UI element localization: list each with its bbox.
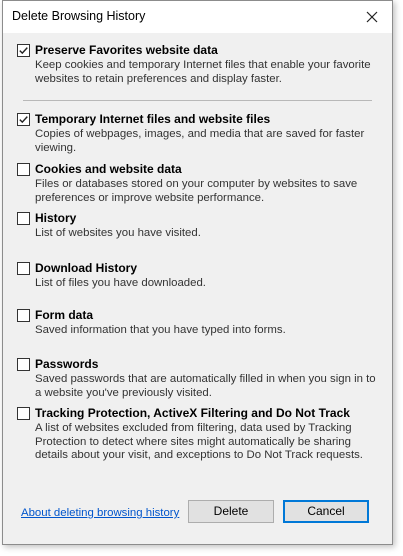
- close-button[interactable]: [360, 5, 384, 29]
- option-label[interactable]: Passwords: [35, 357, 99, 371]
- separator: [23, 100, 372, 101]
- cancel-button[interactable]: Cancel: [283, 500, 369, 523]
- option-label[interactable]: Cookies and website data: [35, 162, 182, 176]
- option-description: Keep cookies and temporary Internet files that enable your favorite websites to retain preferences and display faster.: [35, 59, 371, 85]
- checkmark-icon: [18, 114, 29, 125]
- checkbox-history[interactable]: [17, 212, 30, 225]
- checkbox-cookies[interactable]: [17, 163, 30, 176]
- close-icon: [360, 5, 384, 29]
- option-description: Saved information that you have typed into forms.: [35, 324, 286, 336]
- option-description: Files or databases stored on your computer by websites to save preferences or improve website performance.: [35, 178, 358, 204]
- checkbox-passwords[interactable]: [17, 358, 30, 371]
- option-description: List of websites you have visited.: [35, 227, 201, 239]
- option-label[interactable]: Form data: [35, 308, 94, 322]
- checkbox-preserve-favorites[interactable]: [17, 44, 30, 57]
- checkbox-form-data[interactable]: [17, 309, 30, 322]
- checkbox-download-history[interactable]: [17, 262, 30, 275]
- option-description: Saved passwords that are automatically filled in when you sign in to a website you've previously visited.: [35, 373, 376, 399]
- checkbox-tracking-protection[interactable]: [17, 407, 30, 420]
- option-description: A list of websites excluded from filtering, data used by Tracking Protection to detect where sites might automatically be sharing details about your visit, and exceptions to Do Not Track requests.: [35, 422, 363, 462]
- delete-button[interactable]: Delete: [188, 500, 274, 523]
- option-description: List of files you have downloaded.: [35, 277, 206, 289]
- option-label[interactable]: Preserve Favorites website data: [35, 43, 218, 57]
- title-bar: [3, 1, 392, 33]
- option-label[interactable]: Temporary Internet files and website files: [35, 112, 271, 126]
- delete-browsing-history-dialog: [2, 0, 393, 545]
- option-label[interactable]: Download History: [35, 261, 138, 275]
- option-description: Copies of webpages, images, and media that are saved for faster viewing.: [35, 128, 365, 154]
- dialog-title: Delete Browsing History: [12, 9, 146, 23]
- checkmark-icon: [18, 45, 29, 56]
- about-deleting-history-link[interactable]: About deleting browsing history: [21, 507, 180, 519]
- option-label[interactable]: History: [35, 211, 77, 225]
- checkbox-temporary-internet-files[interactable]: [17, 113, 30, 126]
- option-label[interactable]: Tracking Protection, ActiveX Filtering and Do Not Track: [35, 406, 350, 420]
